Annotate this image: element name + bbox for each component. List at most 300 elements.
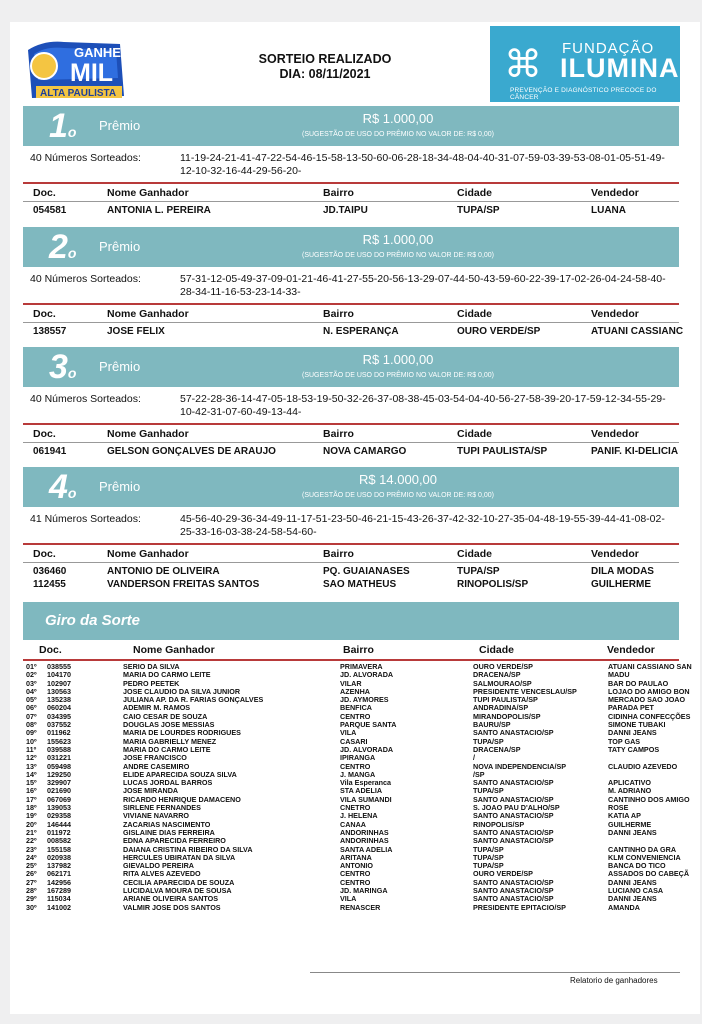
giro-vendedor: SIMONE TUBAKI xyxy=(608,720,666,730)
prize-suggestion: (SUGESTÃO DE USO DO PRÊMIO NO VALOR DE: R$ 0,00) xyxy=(301,492,495,499)
col-bairro: Bairro xyxy=(323,428,354,440)
giro-doc: 130563 xyxy=(47,686,71,696)
giro-name: JULIANA AP. DA R. FARIAS GONÇALVES xyxy=(123,695,264,705)
winner-row xyxy=(23,326,700,339)
ganhe-mil-logo xyxy=(24,36,128,102)
giro-name: GISLAINE DIAS FERREIRA xyxy=(123,827,215,837)
giro-name: JOSE FRANCISCO xyxy=(123,753,187,763)
giro-rank: 25º xyxy=(26,861,37,871)
prize-label: Prêmio xyxy=(99,239,141,254)
giro-vendedor: DANNI JEANS xyxy=(608,877,657,887)
col-cidade: Cidade xyxy=(457,548,493,560)
giro-doc: 031221 xyxy=(47,753,71,763)
giro-vendedor: MADU xyxy=(608,670,630,680)
giro-cidade: SANTO ANASTACIO/SP xyxy=(473,728,554,738)
col-cidade: Cidade xyxy=(457,187,493,199)
giro-vendedor: M. ADRIANO xyxy=(608,786,652,796)
giro-vendedor: LUCIANO CASA xyxy=(608,886,664,896)
giro-rank: 29º xyxy=(26,894,37,904)
section-divider xyxy=(23,423,679,425)
giro-rank: 04º xyxy=(26,686,37,696)
prize-amount: R$ 14.000,00 xyxy=(358,472,438,487)
giro-name: CECILIA APARECIDA DE SOUZA xyxy=(123,877,235,887)
giro-name: DOUGLAS JOSE MESSIAS xyxy=(123,720,215,730)
giro-bairro: CENTRO xyxy=(340,761,371,771)
giro-doc: 059498 xyxy=(47,761,71,771)
giro-bairro: CENTRO xyxy=(340,711,371,721)
draw-date: DIA: 08/11/2021 xyxy=(279,67,371,81)
winner-cidade: TUPI PAULISTA/SP xyxy=(457,446,548,457)
col-bairro: Bairro xyxy=(323,187,354,199)
giro-name: SIRLENE FERNANDES xyxy=(123,803,201,813)
giro-rank: 09º xyxy=(26,728,37,738)
col-bairro: Bairro xyxy=(323,308,354,320)
winner-column-header xyxy=(23,308,679,322)
giro-table xyxy=(23,663,700,912)
giro-vendedor: TATY CAMPOS xyxy=(608,744,660,754)
giro-name: ARIANE OLIVEIRA SANTOS xyxy=(123,894,219,904)
giro-vendedor: TOP GAS xyxy=(608,736,641,746)
giro-name: LUCAS JORDAL BARROS xyxy=(123,778,213,788)
drawn-numbers-value: 11-19-24-21-41-47-22-54-46-15-58-13-50-60-06-28-18-34-48-04-40-31-07-59-03-39-53-08-01-05-51-49-12-10-32-16-44-29-56-20- xyxy=(180,152,665,177)
giro-cidade: SANTO ANASTACIO/SP xyxy=(473,811,554,821)
giro-cidade: TUPA/SP xyxy=(473,861,504,871)
giro-doc: 167289 xyxy=(47,886,71,896)
giro-doc: 146444 xyxy=(47,819,71,829)
giro-doc: 115034 xyxy=(47,894,71,904)
giro-bairro: VILA SUMANDI xyxy=(340,794,392,804)
winner-cidade: TUPA/SP xyxy=(457,205,500,216)
giro-name: SERIO DA SILVA xyxy=(123,662,180,671)
section-divider xyxy=(23,182,679,184)
prize-bar xyxy=(23,106,679,146)
header-underline xyxy=(23,562,679,563)
col-name: Nome Ganhador xyxy=(107,308,189,320)
winner-doc: 061941 xyxy=(33,446,67,457)
giro-vendedor: PARADA PET xyxy=(608,703,654,713)
winner-bairro: PQ. GUAIANASES xyxy=(323,566,410,577)
winner-row xyxy=(23,566,700,579)
giro-rank: 21º xyxy=(26,827,37,837)
giro-cidade: SANTO ANASTACIO/SP xyxy=(473,827,554,837)
giro-doc: 020938 xyxy=(47,852,71,862)
giro-bairro: PARQUE SANTA xyxy=(340,720,397,730)
winner-row xyxy=(23,446,700,459)
giro-name: MARIA DO CARMO LEITE xyxy=(123,670,211,680)
giro-doc: 129250 xyxy=(47,769,71,779)
winner-cidade: TUPA/SP xyxy=(457,566,500,577)
winner-name: GELSON GONÇALVES DE ARAUJO xyxy=(107,446,276,457)
giro-doc: 137982 xyxy=(47,861,71,871)
col-vendedor: Vendedor xyxy=(591,187,639,199)
drawn-numbers-label: 40 Números Sorteados: xyxy=(30,152,141,164)
winner-column-header xyxy=(23,187,679,201)
winner-vendedor: ATUANI CASSIANC xyxy=(591,326,684,337)
giro-cidade: OURO VERDE/SP xyxy=(473,869,533,879)
giro-vendedor: AMANDA xyxy=(608,902,640,912)
prize-ordinal-sup: o xyxy=(67,245,77,261)
giro-vendedor: BAR DO PAULAO xyxy=(608,678,669,688)
col-doc: Doc. xyxy=(33,428,56,440)
giro-doc: 011972 xyxy=(47,827,71,837)
prize-suggestion: (SUGESTÃO DE USO DO PRÊMIO NO VALOR DE: R$ 0,00) xyxy=(301,252,495,259)
giro-bairro: VILA xyxy=(340,728,357,738)
giro-vendedor: BANCA DO TICO xyxy=(608,861,666,871)
giro-bairro: ANDORINHAS xyxy=(340,836,389,846)
prize-bar xyxy=(23,227,679,267)
giro-cidade: SANTO ANASTACIO/SP xyxy=(473,836,554,846)
giro-name: JOSE CLAUDIO DA SILVA JUNIOR xyxy=(123,686,241,696)
winner-bairro: N. ESPERANÇA xyxy=(323,326,399,337)
giro-cidade: TUPI PAULISTA/SP xyxy=(473,695,538,705)
header-underline xyxy=(23,442,679,443)
giro-vendedor: CANTINHO DOS AMIGO xyxy=(608,794,690,804)
giro-rank: 19º xyxy=(26,811,37,821)
giro-doc: 142956 xyxy=(47,877,71,887)
drawn-numbers xyxy=(30,152,680,180)
giro-cidade: ANDRADINA/SP xyxy=(473,703,529,713)
giro-name: ELIDE APARECIDA SOUZA SILVA xyxy=(123,769,237,779)
giro-name: MARIA GABRIELLY MENEZ xyxy=(123,736,217,746)
footer-line xyxy=(310,972,680,973)
giro-name: VIVIANE NAVARRO xyxy=(123,811,190,821)
logo-fundacao: FUNDAÇÃO xyxy=(562,40,655,57)
giro-doc: 135238 xyxy=(47,695,71,705)
prize-ordinal xyxy=(49,106,76,146)
giro-rank: 03º xyxy=(26,678,37,688)
prize-amount: R$ 1.000,00 xyxy=(362,352,434,367)
giro-cidade: BAURU/SP xyxy=(473,720,511,730)
giro-col-name: Nome Ganhador xyxy=(133,644,215,656)
giro-cidade: DRACENA/SP xyxy=(473,744,521,754)
col-vendedor: Vendedor xyxy=(591,548,639,560)
header-underline xyxy=(23,201,679,202)
giro-vendedor: MERCADO SAO JOAO xyxy=(608,695,686,705)
drawn-numbers-value: 45-56-40-29-36-34-49-11-17-51-23-50-46-21-15-43-26-37-42-32-10-27-35-04-48-19-55-39-44-41-08-02-25-33-16-03-38-24-58-54-60- xyxy=(180,513,665,538)
giro-rank: 16º xyxy=(26,786,37,796)
giro-bairro: VILA xyxy=(340,894,357,904)
giro-rank: 08º xyxy=(26,720,37,730)
giro-bairro: VILAR xyxy=(340,678,362,688)
winner-cidade: RINOPOLIS/SP xyxy=(457,579,529,590)
giro-doc: 029358 xyxy=(47,811,71,821)
logo-line3: ALTA PAULISTA xyxy=(40,88,117,99)
giro-rank: 12º xyxy=(26,753,37,763)
giro-divider xyxy=(23,659,679,661)
winner-name: ANTONIA L. PEREIRA xyxy=(107,205,211,216)
giro-bairro: PRIMAVERA xyxy=(340,662,383,671)
giro-doc: 037552 xyxy=(47,720,71,730)
giro-vendedor: DANNI JEANS xyxy=(608,894,657,904)
prize-amount: R$ 1.000,00 xyxy=(362,111,434,126)
giro-cidade: TUPA/SP xyxy=(473,852,504,862)
triskelion-icon: ⌘ xyxy=(504,42,542,86)
giro-doc: 104170 xyxy=(47,670,71,680)
giro-cidade: SANTO ANASTACIO/SP xyxy=(473,778,554,788)
giro-vendedor: DANNI JEANS xyxy=(608,728,657,738)
giro-rank: 11º xyxy=(26,744,37,754)
giro-name: DAIANA CRISTINA RIBEIRO DA SILVA xyxy=(123,844,253,854)
logo-ilumina: ILUMINA xyxy=(560,53,680,83)
giro-rank: 26º xyxy=(26,869,37,879)
giro-col-doc: Doc. xyxy=(39,644,62,656)
giro-bairro: CASARI xyxy=(340,736,368,746)
winner-doc: 054581 xyxy=(33,205,67,216)
giro-cidade: / xyxy=(473,753,475,763)
giro-rank: 28º xyxy=(26,886,37,896)
prize-suggestion: (SUGESTÃO DE USO DO PRÊMIO NO VALOR DE: R$ 0,00) xyxy=(301,372,495,379)
giro-rank: 23º xyxy=(26,844,37,854)
giro-rank: 30º xyxy=(26,902,37,912)
giro-cidade: SANTO ANASTACIO/SP xyxy=(473,894,554,904)
giro-cidade: SANTO ANASTACIO/SP xyxy=(473,886,554,896)
giro-cidade: MIRANDOPOLIS/SP xyxy=(473,711,541,721)
prize-ordinal-sup: o xyxy=(67,124,77,140)
winner-bairro: NOVA CAMARGO xyxy=(323,446,407,457)
giro-bairro: AZENHA xyxy=(340,686,370,696)
prize-label: Prêmio xyxy=(99,359,141,374)
giro-row xyxy=(23,904,700,912)
winner-row xyxy=(23,579,700,592)
col-name: Nome Ganhador xyxy=(107,187,189,199)
col-name: Nome Ganhador xyxy=(107,548,189,560)
giro-cidade: TUPA/SP xyxy=(473,786,504,796)
col-doc: Doc. xyxy=(33,187,56,199)
giro-doc: 067069 xyxy=(47,794,71,804)
logo-tagline: PREVENÇÃO E DIAGNÓSTICO PRECOCE DO CÂNCER xyxy=(510,87,657,101)
giro-bairro: ANDORINHAS xyxy=(340,827,389,837)
giro-rank: 05º xyxy=(26,695,37,705)
logo-line1: GANHE xyxy=(74,45,121,60)
giro-rank: 10º xyxy=(26,736,37,746)
giro-name: HERCULES UBIRATAN DA SILVA xyxy=(123,852,236,862)
giro-vendedor: KATIA AP xyxy=(608,811,641,821)
winner-doc: 112455 xyxy=(33,579,66,590)
winner-vendedor: PANIF. KI-DELICIA xyxy=(591,446,679,457)
giro-rank: 24º xyxy=(26,852,37,862)
giro-doc: 139053 xyxy=(47,803,71,813)
giro-rank: 15º xyxy=(26,778,37,788)
col-vendedor: Vendedor xyxy=(591,428,639,440)
giro-doc: 329907 xyxy=(47,778,71,788)
draw-header xyxy=(240,52,410,82)
giro-rank: 20º xyxy=(26,819,37,829)
giro-col-cidade: Cidade xyxy=(479,644,515,656)
giro-name: VALMIR JOSE DOS SANTOS xyxy=(123,902,221,912)
giro-cidade: OURO VERDE/SP xyxy=(473,662,533,671)
giro-vendedor: ROSE xyxy=(608,803,629,813)
giro-cidade: /SP xyxy=(473,769,485,779)
giro-cidade: PRESIDENTE EPITACIO/SP xyxy=(473,902,566,912)
giro-cidade: S. JOAO PAU D'ALHO/SP xyxy=(473,803,560,813)
winner-bairro: JD.TAIPU xyxy=(323,205,368,216)
giro-vendedor: CLAUDIO AZEVEDO xyxy=(608,761,678,771)
winner-vendedor: DILA MODAS xyxy=(591,566,654,577)
prize-bar xyxy=(23,347,679,387)
giro-bairro: CANAA xyxy=(340,819,366,829)
prize-label: Prêmio xyxy=(99,479,141,494)
footer-text: Relatorio de ganhadores xyxy=(570,976,658,985)
giro-cidade: SANTO ANASTACIO/SP xyxy=(473,877,554,887)
col-vendedor: Vendedor xyxy=(591,308,639,320)
prize-ordinal-number: 3 xyxy=(49,348,68,386)
giro-name: EDNA APARECIDA FERREIRO xyxy=(123,836,226,846)
giro-bairro: RENASCER xyxy=(340,902,381,912)
giro-name: PEDRO PEETEK xyxy=(123,678,180,688)
giro-name: ADEMIR M. RAMOS xyxy=(123,703,191,713)
prize-bar xyxy=(23,467,679,507)
winner-vendedor: LUANA xyxy=(591,205,626,216)
giro-name: LUCIDALVA MOURA DE SOUSA xyxy=(123,886,232,896)
giro-rank: 06º xyxy=(26,703,37,713)
giro-bairro: CENTRO xyxy=(340,869,371,879)
giro-vendedor: ATUANI CASSIANO SAN xyxy=(608,662,692,671)
giro-doc: 155158 xyxy=(47,844,71,854)
winner-cidade: OURO VERDE/SP xyxy=(457,326,541,337)
giro-name: RICARDO HENRIQUE DAMACENO xyxy=(123,794,241,804)
giro-doc: 102907 xyxy=(47,678,71,688)
col-bairro: Bairro xyxy=(323,548,354,560)
drawn-numbers xyxy=(30,513,680,541)
giro-name: CAIO CESAR DE SOUZA xyxy=(123,711,208,721)
giro-bairro: IPIRANGA xyxy=(340,753,376,763)
giro-doc: 039588 xyxy=(47,744,71,754)
giro-vendedor: KLM CONVENIENCIA xyxy=(608,852,681,862)
giro-vendedor: GUILHERME xyxy=(608,819,652,829)
winner-row xyxy=(23,205,700,218)
winner-name: JOSE FELIX xyxy=(107,326,165,337)
giro-cidade: TUPA/SP xyxy=(473,736,504,746)
winner-column-header xyxy=(23,428,679,442)
prize-ordinal xyxy=(49,347,76,387)
drawn-numbers-label: 40 Números Sorteados: xyxy=(30,273,141,285)
drawn-numbers-label: 40 Números Sorteados: xyxy=(30,393,141,405)
logo-line2: MIL xyxy=(70,59,114,87)
winner-column-header xyxy=(23,548,679,562)
giro-vendedor: DANNI JEANS xyxy=(608,827,657,837)
giro-bairro: Vila Esperanca xyxy=(340,778,392,788)
giro-doc: 155623 xyxy=(47,736,71,746)
giro-cidade: NOVA INDEPENDENCIA/SP xyxy=(473,761,567,771)
winner-bairro: SAO MATHEUS xyxy=(323,579,397,590)
winner-name: ANTONIO DE OLIVEIRA xyxy=(107,566,220,577)
winner-vendedor: GUILHERME xyxy=(591,579,651,590)
giro-col-bairro: Bairro xyxy=(343,644,374,656)
giro-rank: 07º xyxy=(26,711,37,721)
giro-bairro: CNETRO xyxy=(340,803,371,813)
giro-name: GIEVALDO PEREIRA xyxy=(123,861,194,871)
giro-title: Giro da Sorte xyxy=(45,612,141,629)
drawn-numbers-value: 57-22-28-36-14-47-05-18-53-19-50-32-26-37-08-38-45-03-54-04-40-56-27-58-39-20-17-59-12-34-55-29-10-42-31-07-60-49-13-44- xyxy=(180,393,666,418)
giro-cidade: TUPA/SP xyxy=(473,844,504,854)
prize-ordinal xyxy=(49,227,76,267)
giro-doc: 034395 xyxy=(47,711,71,721)
prize-amount: R$ 1.000,00 xyxy=(362,232,434,247)
draw-title: SORTEIO REALIZADO xyxy=(258,52,392,66)
fundacao-ilumina-logo xyxy=(490,26,680,102)
winner-doc: 138557 xyxy=(33,326,67,337)
giro-doc: 141002 xyxy=(47,902,71,912)
giro-rank: 17º xyxy=(26,794,37,804)
col-doc: Doc. xyxy=(33,308,56,320)
giro-doc: 008582 xyxy=(47,836,71,846)
drawn-numbers xyxy=(30,273,680,301)
col-cidade: Cidade xyxy=(457,428,493,440)
giro-vendedor: APLICATIVO xyxy=(608,778,651,788)
results-sheet xyxy=(10,22,700,1014)
giro-bairro: J. HELENA xyxy=(340,811,378,821)
giro-name: MARIA DE LOURDES RODRIGUES xyxy=(123,728,241,738)
prize-label: Prêmio xyxy=(99,118,141,133)
prize-ordinal-sup: o xyxy=(67,365,77,381)
prize-ordinal xyxy=(49,467,76,507)
prize-ordinal-number: 2 xyxy=(49,228,68,266)
section-divider xyxy=(23,543,679,545)
drawn-numbers-label: 41 Números Sorteados: xyxy=(30,513,141,525)
giro-vendedor: CIDINHA CONFECÇÕES xyxy=(608,711,691,721)
giro-vendedor: ASSADOS DO CABEÇÃ xyxy=(608,869,690,879)
drawn-numbers xyxy=(30,393,680,421)
giro-name: ZACARIAS NASCIMENTO xyxy=(123,819,211,829)
giro-bairro: JD. ALVORADA xyxy=(340,670,394,680)
col-name: Nome Ganhador xyxy=(107,428,189,440)
giro-rank: 14º xyxy=(26,769,37,779)
prize-ordinal-number: 1 xyxy=(49,107,68,145)
col-doc: Doc. xyxy=(33,548,56,560)
prize-suggestion: (SUGESTÃO DE USO DO PRÊMIO NO VALOR DE: R$ 0,00) xyxy=(301,131,495,138)
giro-bairro: ANTONIO xyxy=(340,861,374,871)
giro-rank: 22º xyxy=(26,836,37,846)
giro-vendedor: CANTINHO DA GRA xyxy=(608,844,677,854)
prize-ordinal-number: 4 xyxy=(49,468,68,506)
giro-name: ANDRE CASEMIRO xyxy=(123,761,190,771)
giro-bairro: JD. AYMORES xyxy=(340,695,389,705)
giro-column-header xyxy=(23,644,679,658)
col-cidade: Cidade xyxy=(457,308,493,320)
giro-cidade: SALMOURAO/SP xyxy=(473,678,532,688)
giro-col-vendedor: Vendedor xyxy=(607,644,655,656)
drawn-numbers-value: 57-31-12-05-49-37-09-01-21-46-41-27-55-20-56-13-29-07-44-50-43-59-60-22-39-17-02-26-04-24-58-40-28-34-11-16-53-23-14-33- xyxy=(180,273,666,298)
giro-cidade: PRESIDENTE VENCESLAU/SP xyxy=(473,686,577,696)
giro-bairro: JD. MARINGA xyxy=(340,886,388,896)
giro-cidade: DRACENA/SP xyxy=(473,670,521,680)
section-divider xyxy=(23,303,679,305)
giro-rank: 01º xyxy=(26,662,37,671)
giro-rank: 18º xyxy=(26,803,37,813)
giro-doc: 021690 xyxy=(47,786,71,796)
giro-doc: 060204 xyxy=(47,703,71,713)
giro-rank: 13º xyxy=(26,761,37,771)
winner-name: VANDERSON FREITAS SANTOS xyxy=(107,579,260,590)
giro-section-bar xyxy=(23,602,679,640)
giro-cidade: RINOPOLIS/SP xyxy=(473,819,525,829)
giro-name: JOSE MIRANDA xyxy=(123,786,179,796)
giro-rank: 27º xyxy=(26,877,37,887)
giro-rank: 02º xyxy=(26,670,37,680)
giro-bairro: BENFICA xyxy=(340,703,372,713)
winner-doc: 036460 xyxy=(33,566,67,577)
header-underline xyxy=(23,322,679,323)
giro-vendedor: LOJAO DO AMIGO BON xyxy=(608,686,690,696)
giro-bairro: J. MANGA xyxy=(340,769,376,779)
giro-name: RITA ALVES AZEVEDO xyxy=(123,869,201,879)
giro-bairro: ARITANA xyxy=(340,852,372,862)
giro-name: MARIA DO CARMO LEITE xyxy=(123,744,211,754)
giro-bairro: STA ADELIA xyxy=(340,786,383,796)
giro-bairro: SANTA ADELIA xyxy=(340,844,393,854)
giro-cidade: SANTO ANASTACIO/SP xyxy=(473,794,554,804)
giro-doc: 038555 xyxy=(47,662,71,671)
